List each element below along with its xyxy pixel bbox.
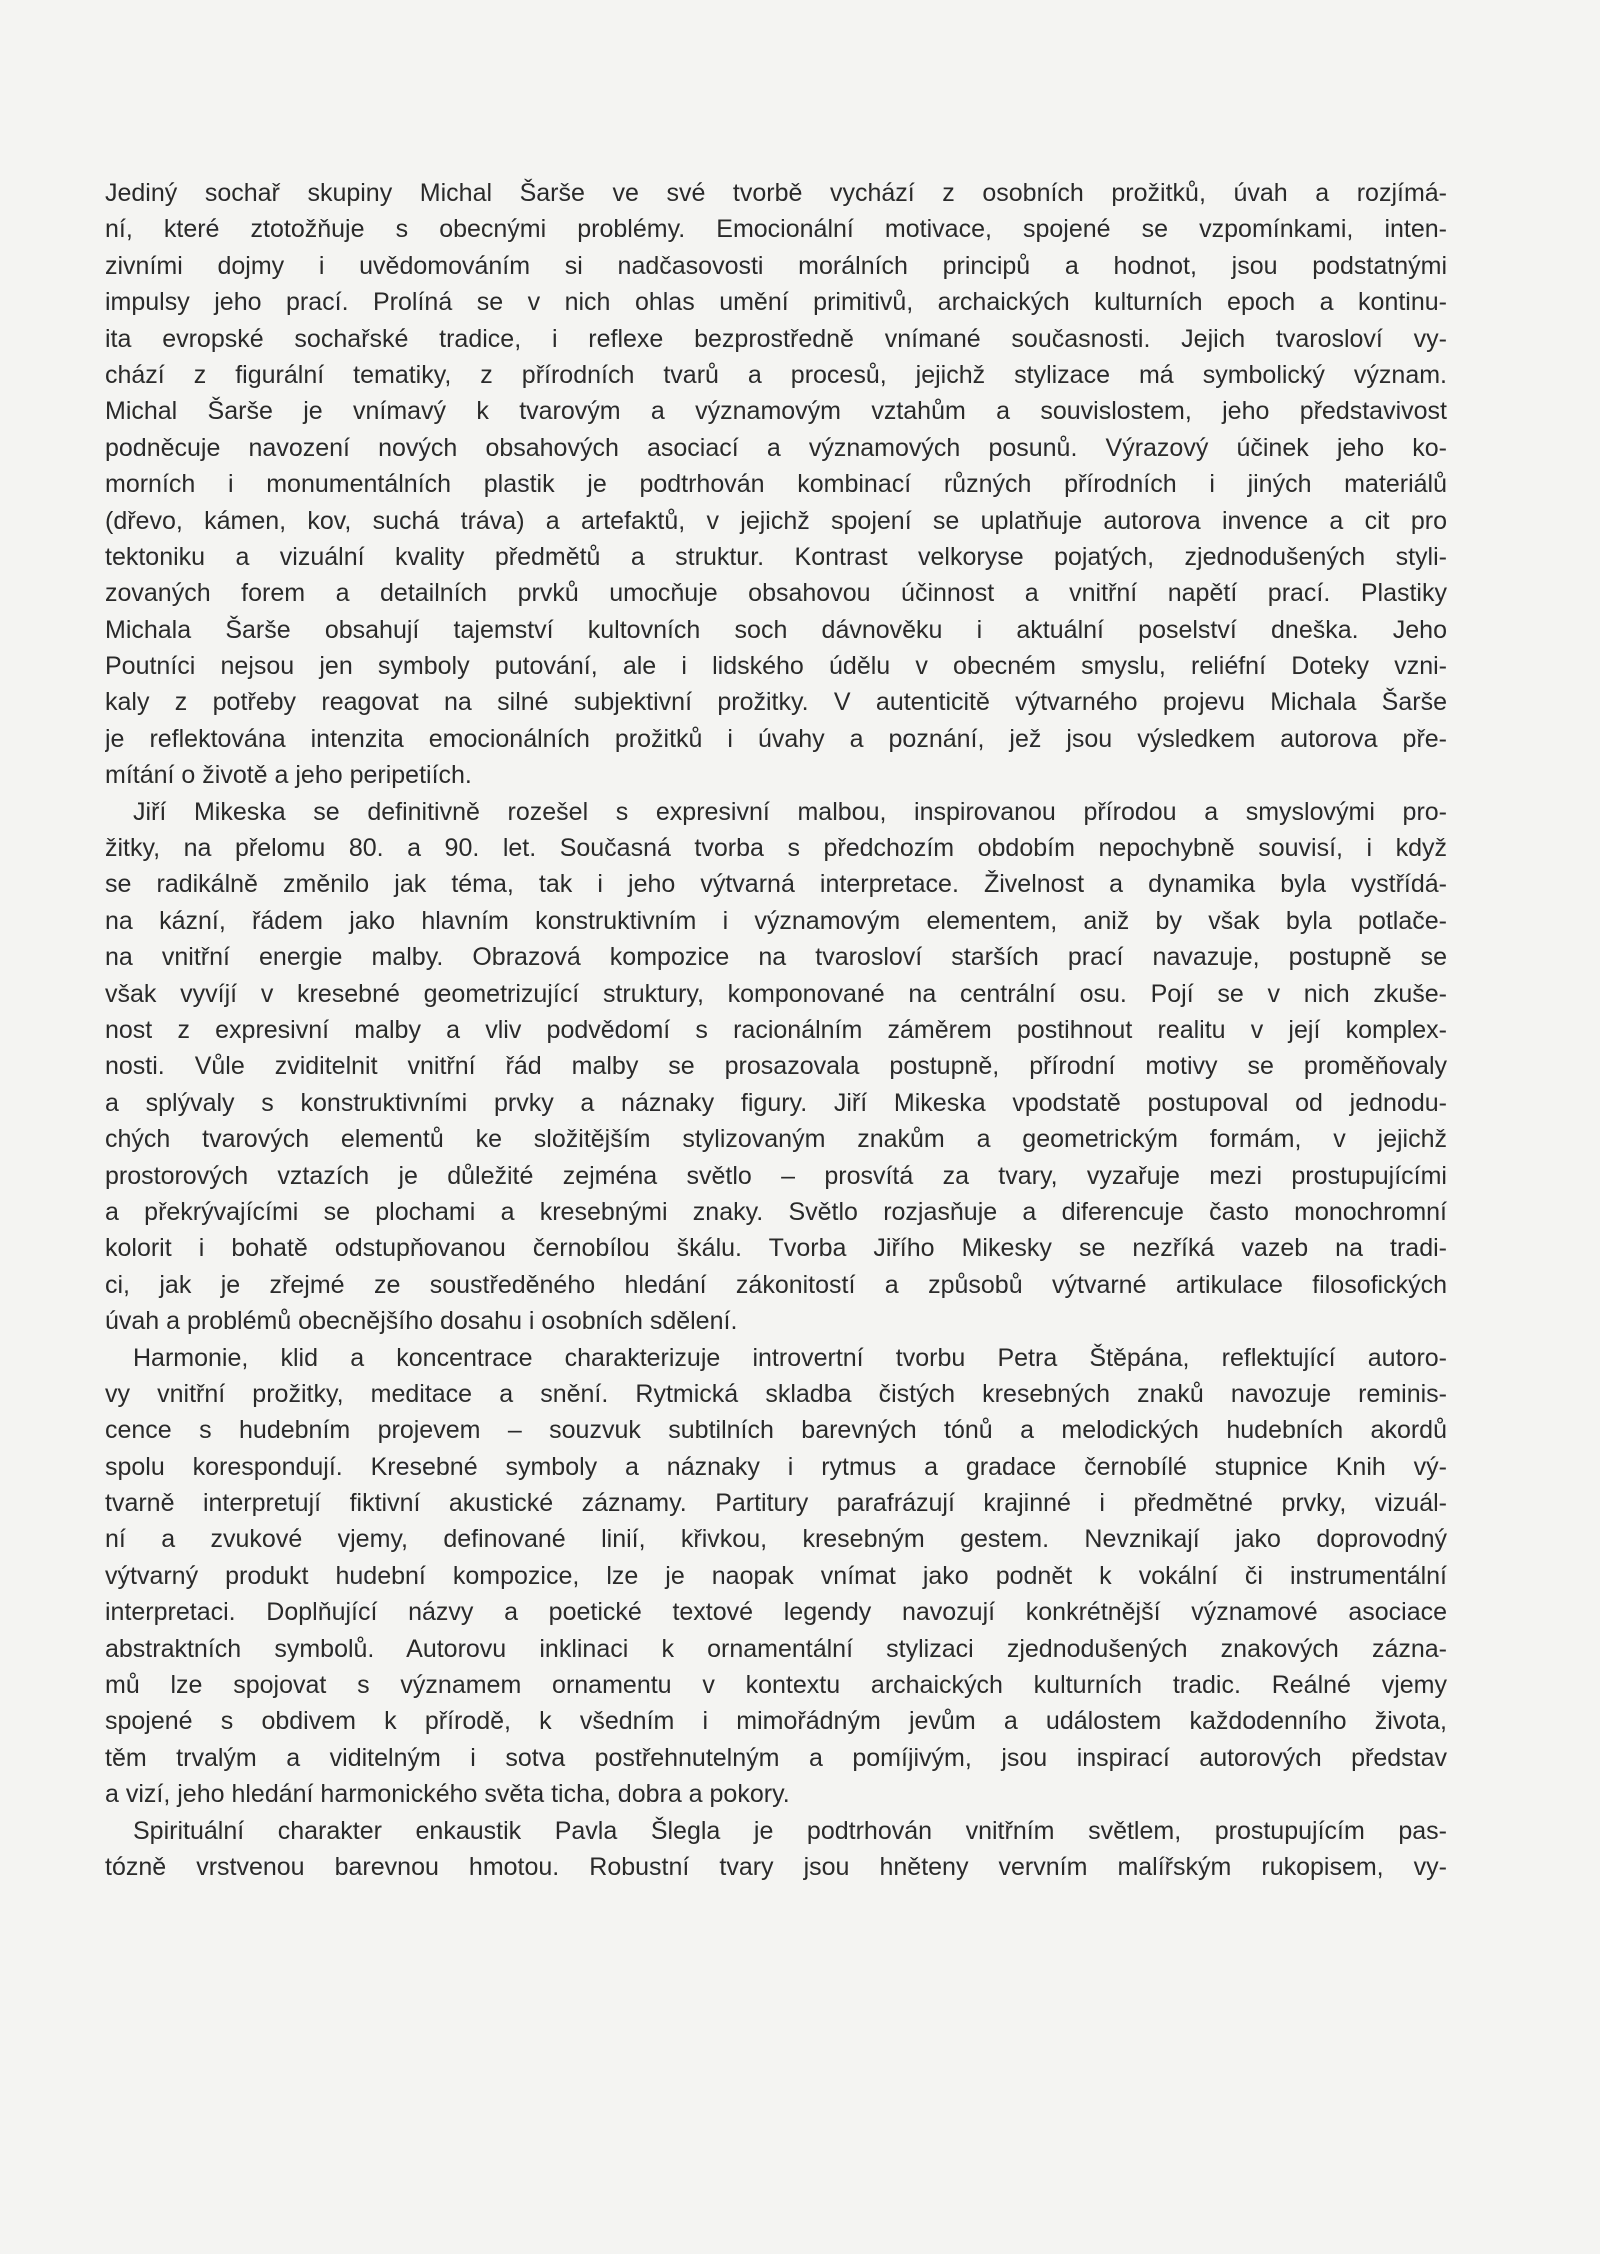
text-line: chých tvarových elementů ke složitějším stylizovaným znakům a geometrickým formám, v jejichž <box>105 1125 1447 1154</box>
text-line: Jiří Mikeska se definitivně rozešel s expresivní malbou, inspirovanou přírodou a smyslovými pro- <box>133 797 1447 826</box>
text-line: interpretaci. Doplňující názvy a poetické textové legendy navozují konkrétnější významové asociace <box>105 1598 1447 1627</box>
text-line: nosti. Vůle zviditelnit vnitřní řád malby se prosazovala postupně, přírodní motivy se proměňovaly <box>105 1052 1447 1081</box>
text-line: Jediný sochař skupiny Michal Šarše ve své tvorbě vychází z osobních prožitků, úvah a rozjímá- <box>105 179 1447 207</box>
text-line: Harmonie, klid a koncentrace charakterizuje introvertní tvorbu Petra Štěpána, reflektující autoro- <box>133 1343 1447 1372</box>
text-line: prostorových vztazích je důležité zejména světlo – prosvítá za tvary, vyzařuje mezi prostupujícími <box>105 1161 1447 1190</box>
text-line: zivními dojmy i uvědomováním si nadčasovosti morálních principů a hodnot, jsou podstatnými <box>105 251 1447 280</box>
text-line: cence s hudebním projevem – souzvuk subtilních barevných tónů a melodických hudebních akordů <box>105 1416 1447 1445</box>
text-line: tektoniku a vizuální kvality předmětů a struktur. Kontrast velkoryse pojatých, zjednodušených styli- <box>105 542 1447 571</box>
paragraph <box>105 175 1447 794</box>
text-line: abstraktních symbolů. Autorovu inklinaci k ornamentální stylizaci zjednodušených znakových zázna- <box>105 1634 1447 1663</box>
text-line: ní a zvukové vjemy, definované linií, křivkou, kresebným gestem. Nevznikají jako doprovodný <box>105 1525 1447 1554</box>
text-line: kaly z potřeby reagovat na silné subjektivní prožitky. V autenticitě výtvarného projevu Michala Šarše <box>105 688 1447 717</box>
text-line: spolu korespondují. Kresebné symboly a náznaky i rytmus a gradace černobílé stupnice Knih vý- <box>105 1452 1447 1481</box>
text-line: kolorit i bohatě odstupňovanou černobílou škálu. Tvorba Jiřího Mikesky se nezříká vazeb na tradi- <box>105 1234 1447 1263</box>
text-line: mítání o životě a jeho peripetiích. <box>105 761 472 790</box>
text-line: a splývaly s konstruktivními prvky a náznaky figury. Jiří Mikeska vpodstatě postupoval od jednodu- <box>105 1088 1447 1117</box>
text-line: se radikálně změnilo jak téma, tak i jeho výtvarná interpretace. Živelnost a dynamika byla vystřídá- <box>105 870 1447 899</box>
text-line: nost z expresivní malby a vliv podvědomí s racionálním záměrem postihnout realitu v její komplex- <box>105 1015 1447 1044</box>
text-line: a překrývajícími se plochami a kresebnými znaky. Světlo rozjasňuje a diferencuje často monochromní <box>105 1197 1447 1226</box>
text-line: ita evropské sochařské tradice, i reflexe bezprostředně vnímané současnosti. Jejich tvarosloví vy- <box>105 324 1447 353</box>
text-line: spojené s obdivem k přírodě, k všedním i mimořádným jevům a událostem každodenního života, <box>105 1707 1447 1736</box>
text-line: úvah a problémů obecnějšího dosahu i osobních sdělení. <box>105 1307 738 1336</box>
text-line: (dřevo, kámen, kov, suchá tráva) a artefaktů, v jejichž spojení se uplatňuje autorova invence a cit pro <box>105 506 1447 535</box>
text-line: žitky, na přelomu 80. a 90. let. Současná tvorba s předchozím obdobím nepochybně souvisí, i když <box>105 834 1447 863</box>
text-line: na kázní, řádem jako hlavním konstruktivním i významovým elementem, aniž by však byla potlače- <box>105 906 1447 935</box>
body-text <box>105 175 1447 1885</box>
text-line: ní, které ztotožňuje s obecnými problémy. Emocionální motivace, spojené se vzpomínkami, inten- <box>105 215 1447 244</box>
text-line: tózně vrstvenou barevnou hmotou. Robustní tvary jsou hněteny vervním malířským rukopisem, vy- <box>105 1852 1447 1881</box>
text-line: Spirituální charakter enkaustik Pavla Šlegla je podtrhován vnitřním světlem, prostupujícím pas- <box>133 1816 1447 1845</box>
text-line: je reflektována intenzita emocionálních prožitků i úvahy a poznání, jež jsou výsledkem autorova pře- <box>105 724 1447 753</box>
text-line: zovaných forem a detailních prvků umocňuje obsahovou účinnost a vnitřní napětí prací. Plastiky <box>105 579 1447 608</box>
text-line: těm trvalým a viditelným i sotva postřehnutelným a pomíjivým, jsou inspirací autorových představ <box>105 1743 1447 1772</box>
text-line: a vizí, jeho hledání harmonického světa ticha, dobra a pokory. <box>105 1780 790 1809</box>
text-line: podněcuje navození nových obsahových asociací a významových posunů. Výrazový účinek jeho ko- <box>105 433 1447 462</box>
text-line: tvarně interpretují fiktivní akustické záznamy. Partitury parafrázují krajinné i předmětné prvky, vizuál- <box>105 1489 1447 1518</box>
text-line: Poutníci nejsou jen symboly putování, ale i lidského údělu v obecném smyslu, reliéfní Doteky vzni- <box>105 652 1447 681</box>
text-line: vy vnitřní prožitky, meditace a snění. Rytmická skladba čistých kresebných znaků navozuje reminis- <box>105 1379 1447 1408</box>
text-line: impulsy jeho prací. Prolíná se v nich ohlas umění primitivů, archaických kulturních epoch a kontinu- <box>105 288 1447 317</box>
text-line: mů lze spojovat s významem ornamentu v kontextu archaických kulturních tradic. Reálné vjemy <box>105 1671 1447 1700</box>
paragraph <box>105 1813 1447 1886</box>
paragraph <box>105 1340 1447 1813</box>
text-line: Michal Šarše je vnímavý k tvarovým a významovým vztahům a souvislostem, jeho představivost <box>105 397 1447 426</box>
text-line: však vyvíjí v kresebné geometrizující struktury, komponované na centrální osu. Pojí se v nich zkuše- <box>105 979 1447 1008</box>
text-line: morních i monumentálních plastik je podtrhován kombinací různých přírodních i jiných materiálů <box>105 470 1447 499</box>
text-line: Michala Šarše obsahují tajemství kultovních soch dávnověku i aktuální poselství dneška. Jeho <box>105 615 1447 644</box>
text-line: ci, jak je zřejmé ze soustředěného hledání zákonitostí a způsobů výtvarné artikulace filosofických <box>105 1270 1447 1299</box>
text-line: chází z figurální tematiky, z přírodních tvarů a procesů, jejichž stylizace má symbolický význam. <box>105 360 1447 389</box>
text-line: výtvarný produkt hudební kompozice, lze je naopak vnímat jako podnět k vokální či instrumentální <box>105 1561 1447 1590</box>
text-line: na vnitřní energie malby. Obrazová kompozice na tvarosloví starších prací navazuje, postupně se <box>105 943 1447 972</box>
paragraph <box>105 794 1447 1340</box>
